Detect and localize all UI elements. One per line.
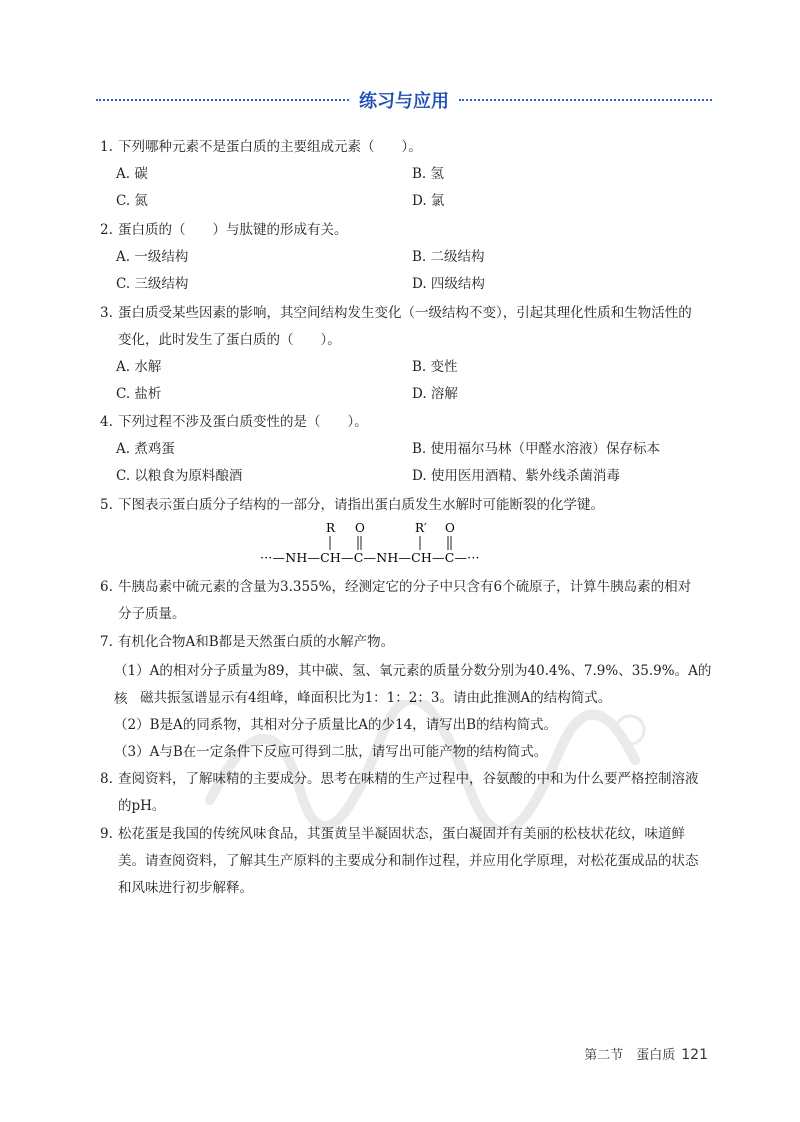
question-text-line2: 变化，此时发生了蛋白质的（ ）。 (118, 332, 341, 348)
option-b: B. 变性 (412, 359, 458, 375)
question-6-line2 (118, 600, 728, 628)
question-9 (100, 820, 710, 848)
subquestion-1-line1: （1）A的相对分子质量为89，其中碳、氢、氧元素的质量分数分别为40.4%、7.9%、35.9%。A的核 (114, 663, 712, 707)
question-text: 下列过程不涉及蛋白质变性的是（ ）。 (118, 414, 368, 430)
option-c: C. 以粮食为原料酿酒 (116, 468, 243, 484)
formula-r-label: R (326, 521, 336, 535)
question-3-line2 (118, 326, 728, 354)
question-text: 下列哪种元素不是蛋白质的主要组成元素（ ）。 (118, 139, 422, 155)
question-6 (100, 573, 710, 601)
option-d: D. 四级结构 (412, 276, 485, 292)
option-a: A. 煮鸡蛋 (116, 441, 175, 457)
option-a: A. 水解 (116, 359, 162, 375)
question-number: 6. (100, 579, 113, 595)
question-8 (100, 765, 710, 793)
option-c: C. 盐析 (116, 386, 162, 402)
option-d: D. 氯 (412, 193, 445, 209)
section-header (96, 86, 712, 114)
page-number: 121 (681, 1047, 708, 1063)
option-d: D. 使用医用酒精、紫外线杀菌消毒 (412, 468, 620, 484)
question-number: 7. (100, 634, 113, 650)
subquestion-2: （2）B是A的同系物，其相对分子质量比A的少14，请写出B的结构简式。 (114, 717, 558, 733)
question-4 (100, 408, 710, 436)
question-7 (100, 628, 710, 656)
option-a: A. 一级结构 (116, 249, 189, 265)
question-number: 2. (100, 222, 113, 238)
option-a: A. 碳 (116, 166, 148, 182)
question-number: 1. (100, 139, 113, 155)
question-text-line2: 的pH。 (118, 798, 166, 814)
question-3 (100, 299, 710, 327)
page-footer (584, 1044, 708, 1063)
peptide-structure-diagram (252, 520, 502, 568)
question-5 (100, 491, 710, 519)
question-text-line3: 和风味进行初步解释。 (118, 880, 253, 896)
question-number: 5. (100, 497, 113, 513)
subquestion-3: （3）A与B在一定条件下反应可得到二肽，请写出可能产物的结构简式。 (114, 744, 548, 760)
question-text-line1: 查阅资料，了解味精的主要成分。思考在味精的生产过程中，谷氨酸的中和为什么要严格控制溶液 (118, 771, 699, 787)
question-number: 8. (100, 771, 113, 787)
question-8-line2 (118, 792, 728, 820)
question-text-line2: 美。请查阅资料，了解其生产原料的主要成分和制作过程，并应用化学原理，对松花蛋成品的状态 (118, 853, 699, 869)
formula-chain: ···—NH—CH—C—NH—CH—C—··· (260, 550, 480, 565)
question-text: 蛋白质的（ ）与肽键的形成有关。 (118, 222, 348, 238)
question-9-line3 (118, 874, 728, 902)
peptide-structure-formula (252, 520, 502, 568)
option-c: C. 氮 (116, 193, 148, 209)
question-1 (100, 133, 710, 161)
option-c: C. 三级结构 (116, 276, 189, 292)
header-divider-left (96, 99, 349, 101)
question-number: 9. (100, 826, 113, 842)
formula-o-label-1: O (355, 521, 365, 535)
option-b: B. 二级结构 (412, 249, 485, 265)
question-text-line2: 分子质量。 (118, 606, 186, 622)
formula-o-label-2: O (445, 521, 455, 535)
section-title: 练习与应用 (359, 91, 449, 112)
option-d: D. 溶解 (412, 386, 458, 402)
question-text: 有机化合物A和B都是天然蛋白质的水解产物。 (118, 634, 395, 650)
footer-section-title: 第二节 蛋白质 (584, 1048, 676, 1063)
question-text-line1: 牛胰岛素中硫元素的含量为3.355%，经测定它的分子中只含有6个硫原子，计算牛胰岛素的相对 (118, 579, 692, 595)
subquestion-1-line2: 磁共振氢谱显示有4组峰，峰面积比为1：1：2：3。请由此推测A的结构简式。 (140, 690, 612, 706)
question-text-line1: 蛋白质受某些因素的影响，其空间结构发生变化（一级结构不变），引起其理化性质和生物活性的 (118, 305, 692, 321)
question-2 (100, 216, 710, 244)
formula-r-prime-label: R′ (415, 521, 427, 535)
question-number: 3. (100, 305, 113, 321)
question-number: 4. (100, 414, 113, 430)
header-divider-right (459, 99, 712, 101)
question-9-line2 (118, 847, 728, 875)
option-b: B. 使用福尔马林（甲醛水溶液）保存标本 (412, 441, 661, 457)
option-b: B. 氢 (412, 166, 445, 182)
question-text: 下图表示蛋白质分子结构的一部分，请指出蛋白质发生水解时可能断裂的化学键。 (118, 497, 604, 513)
question-text-line1: 松花蛋是我国的传统风味食品，其蛋黄呈半凝固状态，蛋白凝固并有美丽的松枝状花纹，味道鲜 (118, 826, 685, 842)
